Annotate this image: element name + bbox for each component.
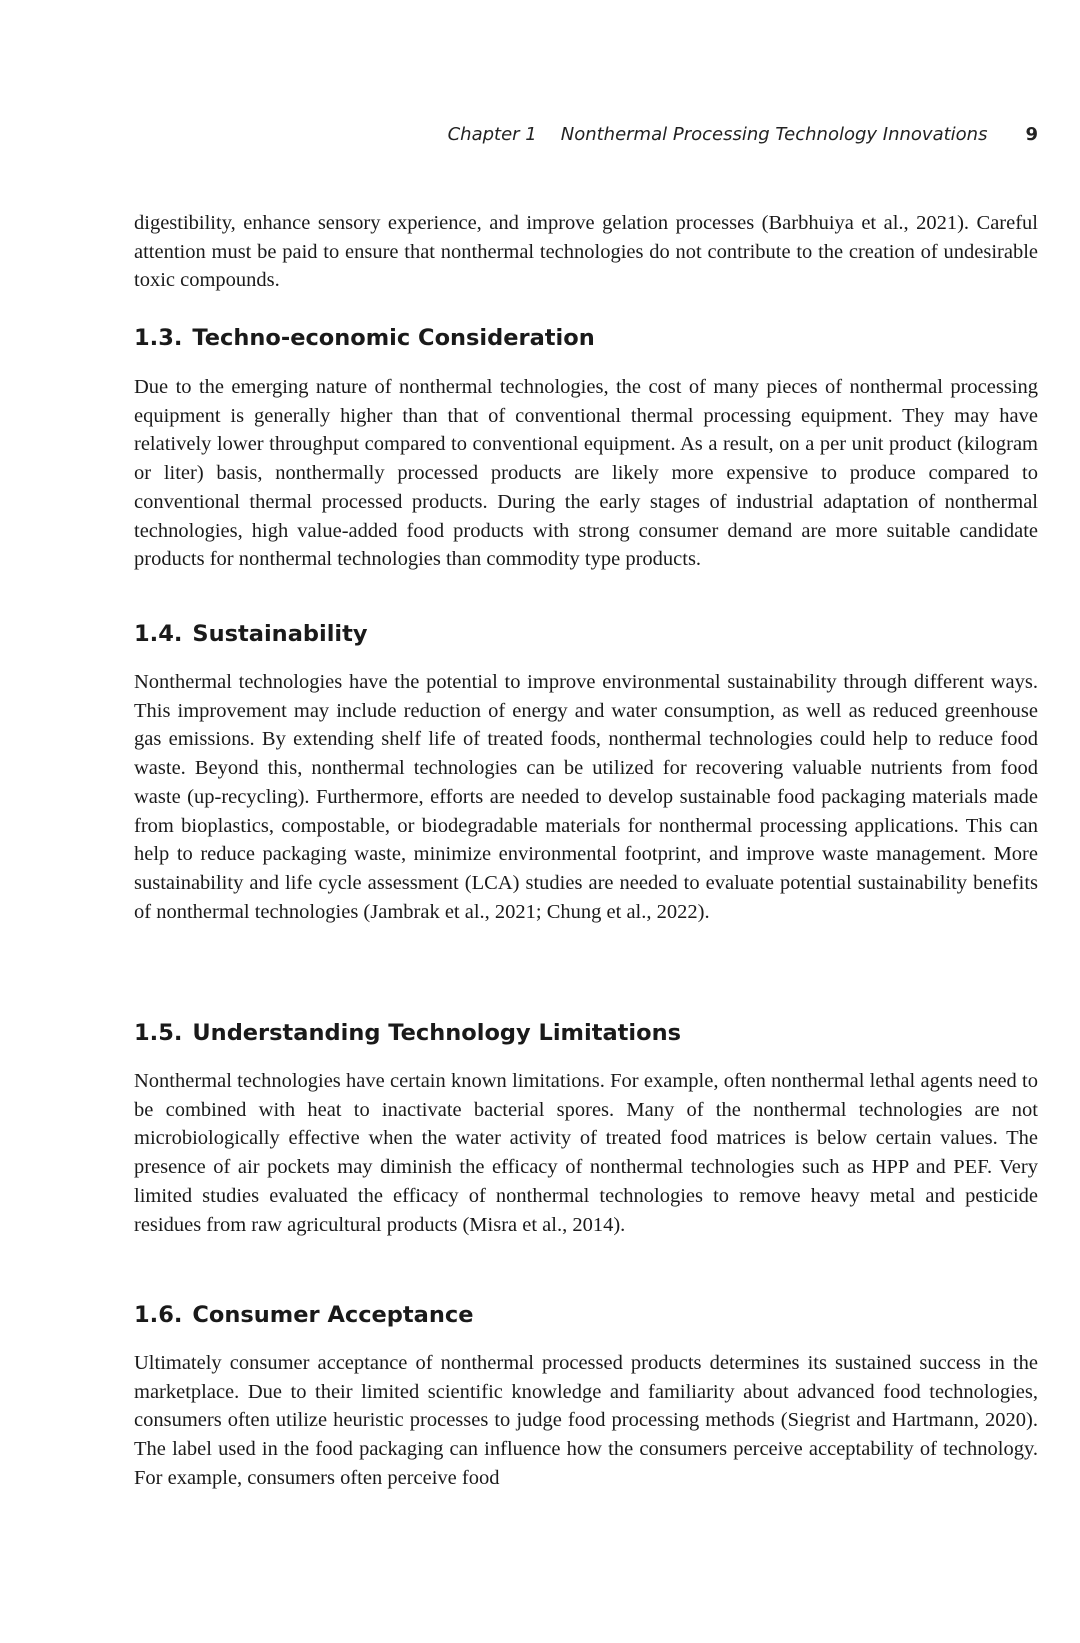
section-paragraph-1-5: Nonthermal technologies have certain known limitations. For example, often nonthermal lethal agents need to be combined with heat to inactivate bacterial spores. Many of the nonthermal technologies are not microbiologically effective when the water activity of treated food matrices is below certain values. The presence of air pockets may diminish the efficacy of nonthermal technologies such as HPP and PEF. Very limited studies evaluated the efficacy of nonthermal technologies to remove heavy metal and pesticide residues from raw agricultural products (Misra et al., 2014). [134, 1070, 1038, 1236]
intro-paragraph: digestibility, enhance sensory experience, and improve gelation processes (Barbhuiya et al., 2021). Careful attention must be paid to ensure that nonthermal technologies do not contribute to the creation of undesirable toxic compounds. [134, 212, 1038, 292]
section-number: 1.3. [134, 325, 183, 351]
section-paragraph-1-3: Due to the emerging nature of nonthermal technologies, the cost of many pieces of nonthermal processing equipment is generally higher than that of conventional thermal processing equipment. They may have relatively lower throughput compared to conventional equipment. As a result, on a per unit product (kilogram or liter) basis, nonthermally processed products are likely more expensive to produce compared to conventional thermal processed products. During the early stages of industrial adaptation of nonthermal technologies, high value-added food products with strong consumer demand are more suitable candidate products for nonthermal technologies than commodity type products. [134, 376, 1038, 571]
section-number: 1.4. [134, 621, 183, 647]
section-paragraph-1-4: Nonthermal technologies have the potential to improve environmental sustainability through different ways. This improvement may include reduction of energy and water consumption, as well as reduced greenhouse gas emissions. By extending shelf life of treated foods, nonthermal technologies could help to reduce food waste. Beyond this, nonthermal technologies can be utilized for recovering valuable nutrients from food waste (up-recycling). Furthermore, efforts are needed to develop sustainable food packaging materials made from bioplastics, compostable, or biodegradable materials for nonthermal processing applications. This can help to reduce packaging waste, minimize environmental footprint, and improve waste management. More sustainability and life cycle assessment (LCA) studies are needed to evaluate potential sustainability benefits of nonthermal technologies (Jambrak et al., 2021; Chung et al., 2022). [134, 671, 1038, 923]
section-heading-1-5 [134, 1020, 1038, 1046]
section-heading-1-6 [134, 1302, 1038, 1328]
page-number: 9 [1025, 124, 1038, 145]
section-heading-1-4 [134, 621, 1038, 647]
section-title: Consumer Acceptance [192, 1302, 474, 1328]
section-number: 1.5. [134, 1020, 183, 1046]
section-heading-1-3 [134, 325, 1038, 351]
running-head-chapter: Chapter 1 [447, 124, 537, 145]
section-title: Techno-economic Consideration [192, 325, 595, 351]
section-paragraph-1-6: Ultimately consumer acceptance of nonthermal processed products determines its sustained success in the marketplace. Due to their limited scientific knowledge and familiarity about advanced food technologies, consumers often utilize heuristic processes to judge food processing methods (Siegrist and Hartmann, 2020). The label used in the food packaging can influence how the consumers perceive acceptability of technology. For example, consumers often perceive food [134, 1352, 1038, 1489]
section-number: 1.6. [134, 1302, 183, 1328]
running-head [448, 124, 1038, 145]
section-title: Understanding Technology Limitations [192, 1020, 681, 1046]
section-title: Sustainability [192, 621, 368, 647]
running-head-title: Nonthermal Processing Technology Innovations [560, 124, 988, 145]
